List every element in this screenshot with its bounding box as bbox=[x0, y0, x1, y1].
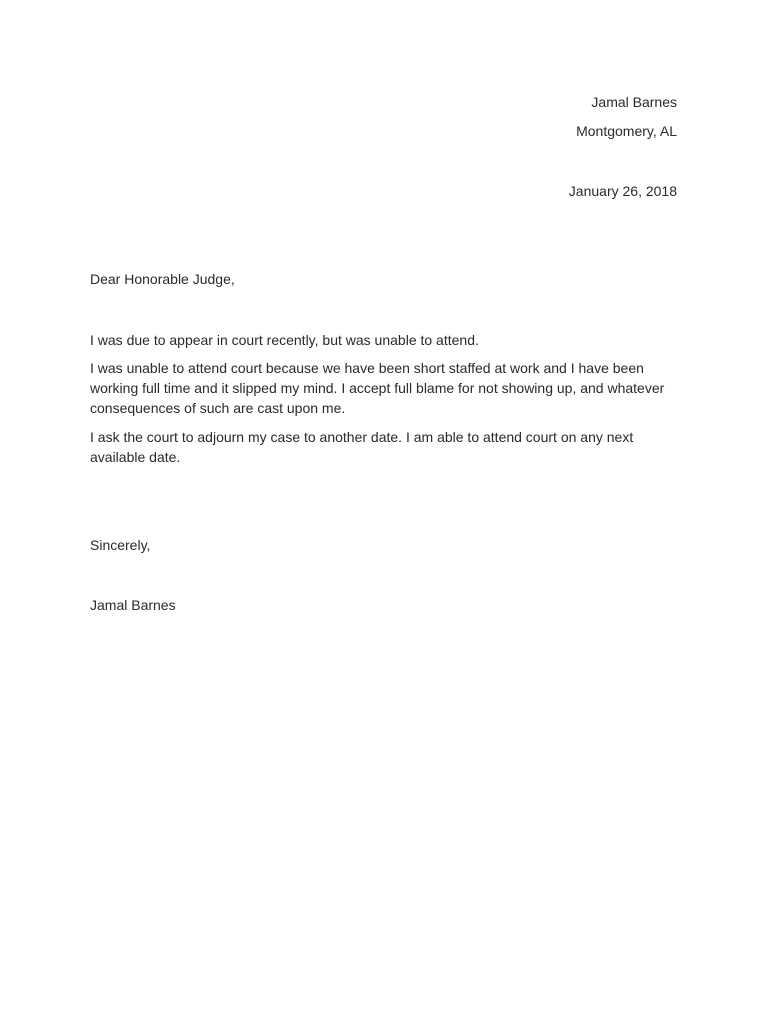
signature-name: Jamal Barnes bbox=[90, 597, 176, 613]
closing: Sincerely, bbox=[90, 537, 151, 553]
salutation: Dear Honorable Judge, bbox=[90, 271, 235, 287]
letter-date: January 26, 2018 bbox=[568, 183, 677, 199]
sender-location: Montgomery, AL bbox=[576, 123, 677, 139]
body-paragraph-1: I was due to appear in court recently, but was unable to attend. bbox=[90, 332, 479, 348]
body-paragraph-2: I was unable to attend court because we have been short staffed at work and I have been working full time and it slipped my mind. I accept full blame for not showing up, and whatever consequences of such are cast upon me. bbox=[90, 360, 665, 416]
body-paragraph-3: I ask the court to adjourn my case to another date. I am able to attend court on any next available date. bbox=[90, 429, 634, 465]
sender-name: Jamal Barnes bbox=[591, 94, 677, 110]
